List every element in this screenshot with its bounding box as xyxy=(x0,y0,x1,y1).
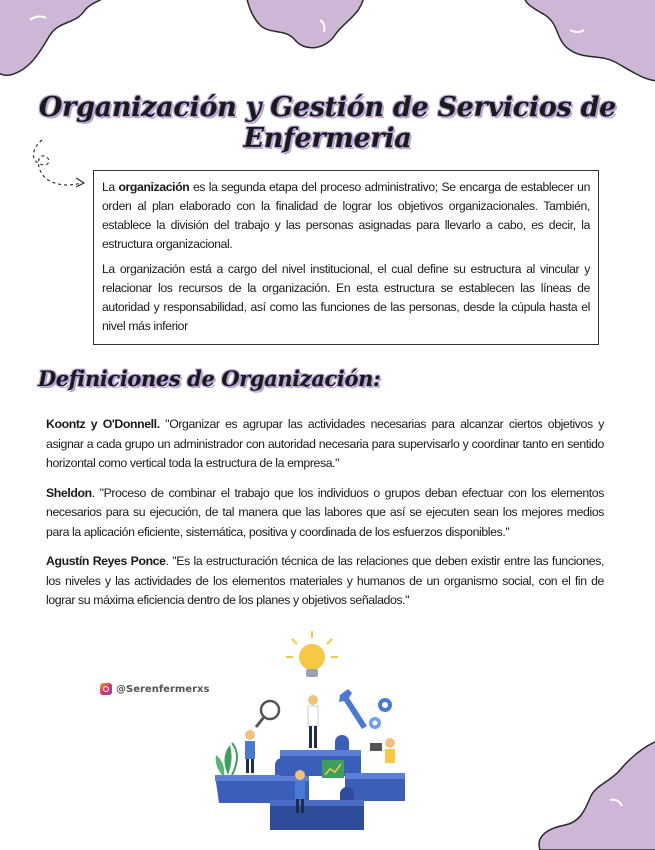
intro-p1-prefix: La xyxy=(102,180,119,194)
definition-item xyxy=(46,552,604,611)
gear-icon xyxy=(369,698,392,729)
definition-item xyxy=(46,415,604,474)
definition-author: Sheldon xyxy=(46,485,92,500)
magnifier-icon xyxy=(256,701,279,727)
lightbulb-icon xyxy=(286,631,338,677)
decorative-blob-bottom-right xyxy=(520,740,655,850)
dashed-arrow-icon xyxy=(30,138,90,193)
wrench-icon xyxy=(339,689,367,729)
definition-author: Koontz y O'Donnell. xyxy=(46,417,160,431)
plant-icon xyxy=(216,743,237,777)
intro-paragraph-1 xyxy=(102,178,590,254)
decorative-blob-top-center xyxy=(245,0,365,60)
definition-item xyxy=(46,484,604,543)
social-handle[interactable] xyxy=(100,683,209,695)
intro-p1-text: es la segunda etapa del proceso administrativo; Se encarga de establecer un orden al plan elaborado con la finalidad de lograr los objetivos organizacionales. También, establece la división del trabajo y las personas asignadas para llevarlo a cabo, es decir, la estructura organizacional. xyxy=(102,180,590,251)
intro-paragraph-2: La organización está a cargo del nivel institucional, el cual define su estructura al vincular y relacionar los recursos de la organización. En esta estructura se establecen las líneas de autoridad y responsabilidad, así como las funciones de las personas, desde la cúpula hasta el nivel más inferior xyxy=(102,262,590,333)
definition-text: . "Es la estructuración técnica de las relaciones que deben existir entre las funciones, los niveles y las actividades de los elementos materiales y humanos de un organismo social, con el fin de lograr su máxima eficiencia dentro de los planes y objetivos señalados." xyxy=(46,554,604,607)
person-figure xyxy=(308,695,318,748)
intro-box xyxy=(93,170,599,345)
definitions-heading: Definiciones de Organización: xyxy=(38,366,381,391)
person-figure xyxy=(245,730,255,773)
definition-text: "Organizar es agrupar las actividades necesarias para alcanzar ciertos objetivos y asignar a cada grupo un administrador con autoridad necesaria para supervisarlo y coordinar tanto en sentido horizontal como vertical toda la estructura de la empresa." xyxy=(46,417,604,470)
decorative-blob-top-left xyxy=(0,0,130,90)
decorative-blob-top-right xyxy=(515,0,655,90)
page-title: Organización y Gestión de Servicios de Enfermeria xyxy=(38,92,617,154)
instagram-icon xyxy=(100,683,112,695)
definitions-list xyxy=(46,415,604,621)
person-figure xyxy=(370,738,395,763)
chart-board-icon xyxy=(322,760,344,778)
definition-author: Agustín Reyes Ponce xyxy=(46,554,166,568)
definition-text: . "Proceso de combinar el trabajo que los individuos o grupos deban efectuar con los elementos necesarios para su ejecución, de tal manera que las labores que así se ejecuten sean los mejores medios para la aplicación eficiente, sistemática, positiva y coordinada de los esfuerzos disponibles." xyxy=(46,485,604,539)
intro-keyword: organización xyxy=(118,180,190,194)
social-handle-text: @Serenfermerxs xyxy=(116,683,210,695)
teamwork-puzzle-illustration xyxy=(210,625,450,840)
